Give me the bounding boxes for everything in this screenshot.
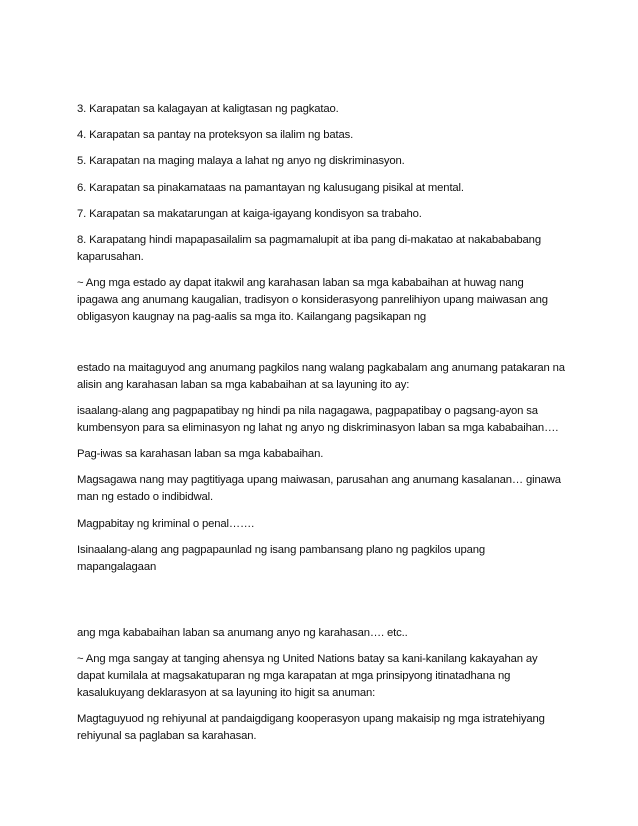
paragraph-right-6: 6. Karapatan sa pinakamataas na pamantayan ng kalusugang pisikal at mental. [77,182,464,194]
paragraph-states-intro: ~ Ang mga estado ay dapat itakwil ang karahasan laban sa mga kababaihan at huwag nang ipagawa ang anumang kaugalian, tradisyon o konsiderasyong panrelihiyon upang maiwasan ang obligasyon kaugnay na pag-aalis sa mga ito. Kailangang pagsikapan ng [77,277,548,323]
paragraph-diligence: Magsagawa nang may pagtitiyaga upang maiwasan, parusahan ang anumang kasalanan… ginawa man ng estado o indibidwal. [77,474,561,503]
paragraph-right-8: 8. Karapatang hindi mapapasailalim sa pagmamalupit at iba pang di-makatao at nakabababang kaparusahan. [77,234,541,263]
paragraph-prevention: Pag-iwas sa karahasan laban sa mga kababaihan. [77,448,324,460]
paragraph-regional-cooperation: Magtaguyuod ng rehiyunal at pandaigdigang kooperasyon upang makaisip ng mga istratehiyang rehiyunal sa paglaban sa karahasan. [77,713,545,742]
paragraph-national-plan: Isinaalang-alang ang pagpapaunlad ng isang pambansang plano ng pagkilos upang mapangalagaan [77,544,486,573]
paragraph-states-continued: estado na maitaguyod ang anumang pagkilos nang walang pagkabalam ang anumang patakaran na alisin ang karahasan laban sa mga kababaihan at sa layuning ito ay: [77,362,565,391]
paragraph-right-4: 4. Karapatan sa pantay na proteksyon sa ilalim ng batas. [77,129,354,141]
paragraph-right-7: 7. Karapatan sa makatarungan at kaiga-igayang kondisyon sa trabaho. [77,208,422,220]
paragraph-penal: Magpabitay ng kriminal o penal……. [77,518,255,530]
paragraph-right-3: 3. Karapatan sa kalagayan at kaligtasan ng pagkatao. [77,103,339,115]
paragraph-national-plan-continued: ang mga kababaihan laban sa anumang anyo ng karahasan…. etc.. [77,627,408,639]
paragraph-right-5: 5. Karapatan na maging malaya a lahat ng anyo ng diskriminasyon. [77,155,405,167]
paragraph-un-agencies: ~ Ang mga sangay at tanging ahensya ng United Nations batay sa kani-kanilang kakayahan ay dapat kumilala at magsakatuparan ng mga karapatan at mga prinsipyong itinatadhana ng kasalukuyang deklarasyon at sa layuning ito higit sa anuman: [77,653,538,699]
paragraph-convention: isaalang-alang ang pagpapatibay ng hindi pa nila nagagawa, pagpapatibay o pagsang-ayon sa kumbensyon para sa eliminasyon ng lahat ng anyo ng diskriminasyon laban sa mga kababaihan…. [77,405,559,434]
